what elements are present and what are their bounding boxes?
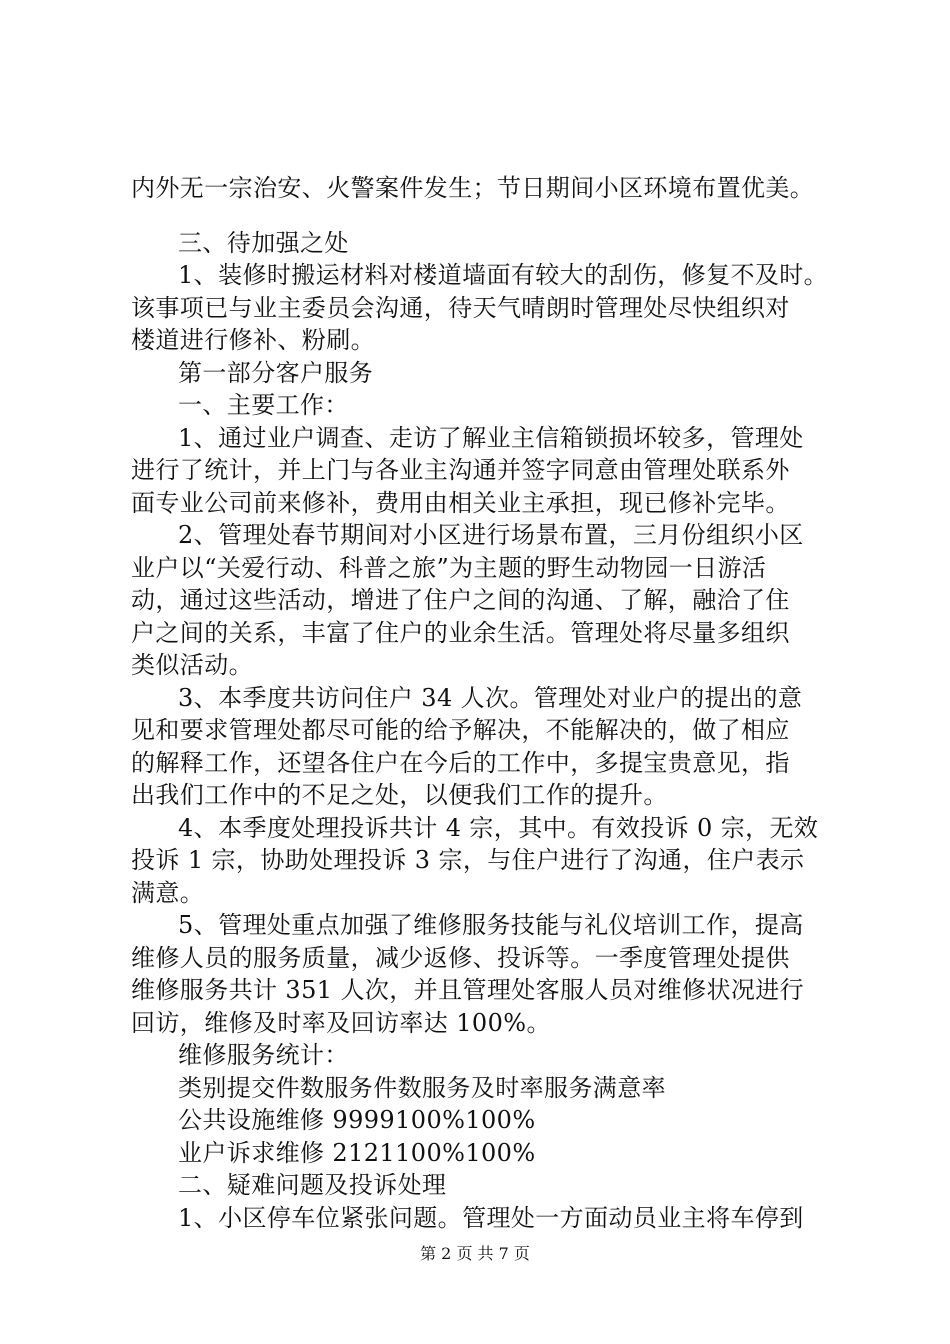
text-line: 出我们工作中的不足之处，以便我们工作的提升。 xyxy=(131,781,668,809)
page-footer xyxy=(0,1244,950,1264)
text-line: 的解释工作，还望各住户在今后的工作中，多提宝贵意见，指 xyxy=(131,748,790,777)
text-line: 满意。 xyxy=(131,878,205,907)
text-line: 业户诉求维修 2121100%100% xyxy=(178,1138,536,1167)
main-text-block xyxy=(131,227,843,1235)
document-body xyxy=(131,172,843,1234)
text-line: 类似活动。 xyxy=(131,651,253,679)
text-line: 1、小区停车位紧张问题。管理处一方面动员业主将车停到 xyxy=(178,1203,804,1232)
text-line: 进行了统计，并上门与各业主沟通并签字同意由管理处联系外 xyxy=(131,456,790,484)
text-line: 三、待加强之处 xyxy=(178,228,349,257)
text-line: 1、通过业户调查、走访了解业主信箱锁损坏较多，管理处 xyxy=(178,423,804,452)
text-line: 户之间的关系，丰富了住户的业余生活。管理处将尽量多组织 xyxy=(131,618,790,647)
text-line: 一、主要工作： xyxy=(178,391,349,419)
text-line: 投诉 1 宗，协助处理投诉 3 宗，与住户进行了沟通，住户表示 xyxy=(131,846,805,874)
text-line: 类别提交件数服务件数服务及时率服务满意率 xyxy=(178,1073,666,1102)
text-line: 回访，维修及时率及回访率达 100%。 xyxy=(131,1008,551,1037)
text-line: 楼道进行修补、粉刷。 xyxy=(131,326,375,354)
text-line: 内外无一宗治安、火警案件发生；节日期间小区环境布置优美。 xyxy=(131,174,815,202)
text-line: 见和要求管理处都尽可能的给予解决，不能解决的，做了相应 xyxy=(131,716,790,744)
text-line: 该事项已与业主委员会沟通，待天气晴朗时管理处尽快组织对 xyxy=(131,293,790,322)
text-line: 第一部分客户服务 xyxy=(178,358,374,387)
text-line: 维修人员的服务质量，减少返修、投诉等。一季度管理处提供 xyxy=(131,943,790,972)
text-line: 1、装修时搬运材料对楼道墙面有较大的刮伤，修复不及时。 xyxy=(178,261,829,289)
text-line: 业户以“关爱行动、科普之旅”为主题的野生动物园一日游活 xyxy=(131,553,767,582)
text-line: 维修服务共计 351 人次，并且管理处客服人员对维修状况进行 xyxy=(131,976,805,1004)
paragraph-gap xyxy=(131,205,843,227)
text-line: 2、管理处春节期间对小区进行场景布置，三月份组织小区 xyxy=(178,521,804,549)
text-line: 动，通过这些活动，增进了住户之间的沟通、了解，融洽了住 xyxy=(131,586,790,614)
text-line: 面专业公司前来修补，费用由相关业主承担，现已修补完毕。 xyxy=(131,488,790,517)
page-number-label: 第 2 页 共 7 页 xyxy=(420,1244,530,1263)
text-line: 公共设施维修 9999100%100% xyxy=(178,1106,536,1134)
text-line: 二、疑难问题及投诉处理 xyxy=(178,1171,447,1199)
text-line: 3、本季度共访问住户 34 人次。管理处对业户的提出的意 xyxy=(178,683,803,712)
text-line: 4、本季度处理投诉共计 4 宗，其中。有效投诉 0 宗，无效 xyxy=(178,813,819,842)
text-line: 维修服务统计： xyxy=(178,1041,349,1069)
text-line: 5、管理处重点加强了维修服务技能与礼仪培训工作，提高 xyxy=(178,911,804,939)
